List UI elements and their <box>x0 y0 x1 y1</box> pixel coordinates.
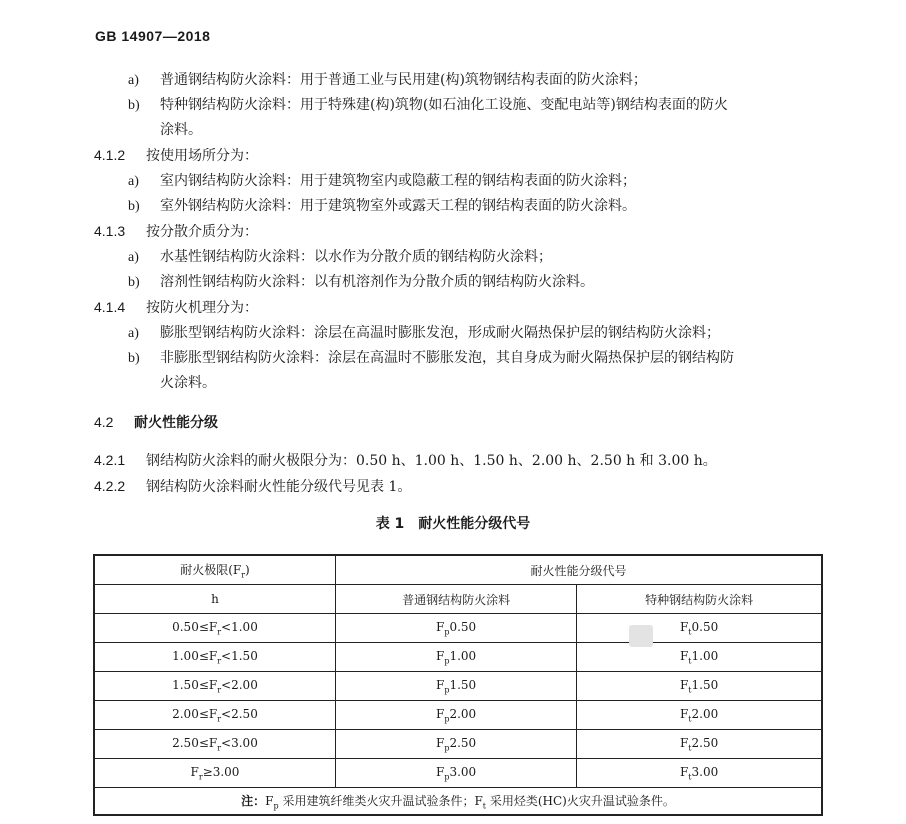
list-item <box>94 169 834 194</box>
item-label: b) <box>128 275 140 290</box>
table-row <box>94 730 822 759</box>
item-label: b) <box>128 199 140 214</box>
header-unit: h <box>94 585 335 614</box>
item-label: b) <box>128 98 140 113</box>
section-title: 耐火性能分级 <box>134 415 218 431</box>
list-item <box>94 270 834 295</box>
header-ordinary-coating: 普通钢结构防火涂料 <box>335 585 576 614</box>
item-text: 非膨胀型钢结构防火涂料：涂层在高温时不膨胀发泡，其自身成为耐火隔热保护层的钢结构防 <box>160 350 734 366</box>
limit-range-cell: $2.00\le F_r<2.50$ <box>94 701 335 730</box>
item-label: a) <box>128 174 139 189</box>
table-caption: 表 1 耐火性能分级代号 <box>375 516 531 532</box>
header-grade-group: 耐火性能分级代号 <box>335 555 822 585</box>
header-special-coating: 特种钢结构防火涂料 <box>577 585 822 614</box>
item-text: 膨胀型钢结构防火涂料：涂层在高温时膨胀发泡，形成耐火隔热保护层的钢结构防火涂料； <box>160 325 720 341</box>
clause-heading <box>94 219 834 245</box>
ordinary-grade-cell: $F_p1.50$ <box>335 672 576 701</box>
ordinary-grade-cell: $F_p1.00$ <box>335 643 576 672</box>
fire-resistance-table <box>93 554 823 816</box>
clause-4-2-1 <box>94 449 717 472</box>
table-row <box>94 672 822 701</box>
clause-number: 4.1.2 <box>94 147 126 163</box>
item-label: a) <box>128 73 139 88</box>
ordinary-grade-cell: $F_p0.50$ <box>335 614 576 643</box>
ordinary-grade-cell: $F_p3.00$ <box>335 759 576 788</box>
limit-range-cell: $F_r\ge 3.00$ <box>94 759 335 788</box>
table-note: 注：$F_p$ 采用建筑纤维类火灾升温试验条件；$F_t$ 采用烃类(HC)火灾升温试验条件。 <box>94 788 822 816</box>
table-header-row <box>94 555 822 585</box>
clause-number: 4.2.1 <box>94 452 126 468</box>
clause-list <box>94 68 834 396</box>
list-item <box>94 346 834 371</box>
special-grade-cell: $F_t2.00$ <box>577 701 822 730</box>
table-note-row <box>94 788 822 816</box>
item-text: 室内钢结构防火涂料：用于建筑物室内或隐蔽工程的钢结构表面的防火涂料； <box>160 173 636 189</box>
limit-range-cell: $0.50\le F_r<1.00$ <box>94 614 335 643</box>
clause-text: 按分散介质分为： <box>146 224 258 240</box>
clause-text: 钢结构防火涂料耐火性能分级代号见表 1。 <box>146 479 412 495</box>
header-limit: 耐火极限$(F_r)$ <box>94 555 335 585</box>
limit-range-cell: $1.00\le F_r<1.50$ <box>94 643 335 672</box>
item-text: 特种钢结构防火涂料：用于特殊建(构)筑物(如石油化工设施、变配电站等)钢结构表面的防火 <box>160 97 728 113</box>
item-continuation: 涂料。 <box>160 122 202 138</box>
table-row <box>94 614 822 643</box>
special-grade-cell: $F_t1.00$ <box>577 643 822 672</box>
special-grade-cell: $F_t0.50$ <box>577 614 822 643</box>
section-number: 4.2 <box>94 414 114 430</box>
scan-artifact <box>629 625 653 647</box>
special-grade-cell: $F_t1.50$ <box>577 672 822 701</box>
item-text: 溶剂性钢结构防火涂料：以有机溶剂作为分散介质的钢结构防火涂料。 <box>160 274 594 290</box>
standard-number-header: GB 14907—2018 <box>95 28 211 44</box>
list-item <box>94 194 834 219</box>
clause-heading <box>94 143 834 169</box>
table-row <box>94 643 822 672</box>
clause-text: 钢结构防火涂料的耐火极限分为：0.50 h、1.00 h、1.50 h、2.00 h、2.50 h 和 3.00 h。 <box>146 453 717 469</box>
item-text: 室外钢结构防火涂料：用于建筑物室外或露天工程的钢结构表面的防火涂料。 <box>160 198 636 214</box>
item-text: 普通钢结构防火涂料：用于普通工业与民用建(构)筑物钢结构表面的防火涂料； <box>160 72 647 88</box>
item-text: 水基性钢结构防火涂料：以水作为分散介质的钢结构防火涂料； <box>160 249 552 265</box>
list-item <box>94 245 834 270</box>
clause-text: 按使用场所分为： <box>146 148 258 164</box>
item-continuation: 火涂料。 <box>160 375 216 391</box>
item-label: a) <box>128 250 139 265</box>
clause-4-2-2 <box>94 475 411 498</box>
item-label: a) <box>128 326 139 341</box>
list-item <box>94 93 834 118</box>
ordinary-grade-cell: $F_p2.50$ <box>335 730 576 759</box>
list-item <box>94 68 834 93</box>
limit-range-cell: $1.50\le F_r<2.00$ <box>94 672 335 701</box>
clause-number: 4.2.2 <box>94 478 126 494</box>
list-item <box>94 321 834 346</box>
limit-range-cell: $2.50\le F_r<3.00$ <box>94 730 335 759</box>
table-row <box>94 701 822 730</box>
item-label: b) <box>128 351 140 366</box>
special-grade-cell: $F_t3.00$ <box>577 759 822 788</box>
ordinary-grade-cell: $F_p2.00$ <box>335 701 576 730</box>
table-row <box>94 759 822 788</box>
clause-number: 4.1.4 <box>94 299 126 315</box>
clause-number: 4.1.3 <box>94 223 126 239</box>
table-header-row <box>94 585 822 614</box>
clause-text: 按防火机理分为： <box>146 300 258 316</box>
clause-heading <box>94 295 834 321</box>
special-grade-cell: $F_t2.50$ <box>577 730 822 759</box>
section-heading <box>94 412 218 432</box>
